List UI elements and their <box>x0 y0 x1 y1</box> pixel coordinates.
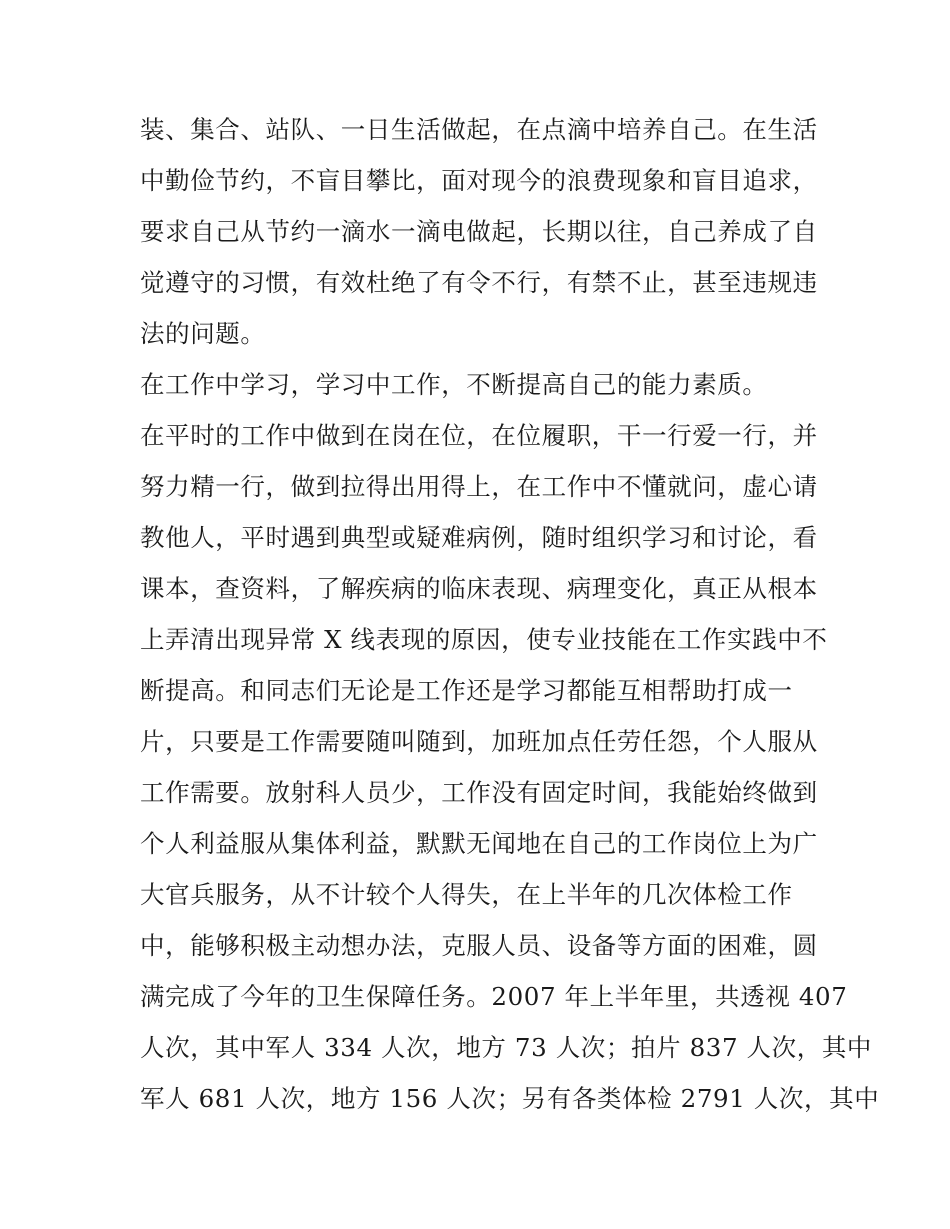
text-line: 觉遵守的习惯，有效杜绝了有令不行，有禁不止，甚至违规违 <box>140 268 818 297</box>
text-line: 工作需要。放射科人员少，工作没有固定时间，我能始终做到 <box>140 778 818 807</box>
body-text <box>140 104 880 1124</box>
text-line: 法的问题。 <box>140 319 266 348</box>
text-line: 军人 681 人次，地方 156 人次；另有各类体检 2791 人次，其中 <box>140 1084 880 1113</box>
text-line: 片，只要是工作需要随叫随到，加班加点任劳任怨，个人服从 <box>140 727 818 756</box>
text-line: 中勤俭节约，不盲目攀比，面对现今的浪费现象和盲目追求， <box>140 166 818 195</box>
text-line: 上弄清出现异常 X 线表现的原因，使专业技能在工作实践中不 <box>140 625 828 654</box>
text-line: 装、集合、站队、一日生活做起，在点滴中培养自己。在生活 <box>140 115 818 144</box>
text-line: 努力精一行，做到拉得出用得上，在工作中不懂就问，虚心请 <box>140 472 818 501</box>
text-line: 在平时的工作中做到在岗在位，在位履职，干一行爱一行，并 <box>140 421 818 450</box>
text-line: 断提高。和同志们无论是工作还是学习都能互相帮助打成一 <box>140 676 793 705</box>
text-line: 中，能够积极主动想办法，克服人员、设备等方面的困难，圆 <box>140 931 818 960</box>
text-line: 人次，其中军人 334 人次，地方 73 人次；拍片 837 人次，其中 <box>140 1033 873 1062</box>
text-line: 满完成了今年的卫生保障任务。2007 年上半年里，共透视 407 <box>140 982 848 1011</box>
text-line: 要求自己从节约一滴水一滴电做起，长期以往，自己养成了自 <box>140 217 818 246</box>
text-line: 在工作中学习，学习中工作，不断提高自己的能力素质。 <box>140 370 768 399</box>
text-line: 教他人，平时遇到典型或疑难病例，随时组织学习和讨论，看 <box>140 523 818 552</box>
text-line: 个人利益服从集体利益，默默无闻地在自己的工作岗位上为广 <box>140 829 818 858</box>
text-line: 课本，查资料，了解疾病的临床表现、病理变化，真正从根本 <box>140 574 818 603</box>
text-line: 大官兵服务，从不计较个人得失，在上半年的几次体检工作 <box>140 880 793 909</box>
